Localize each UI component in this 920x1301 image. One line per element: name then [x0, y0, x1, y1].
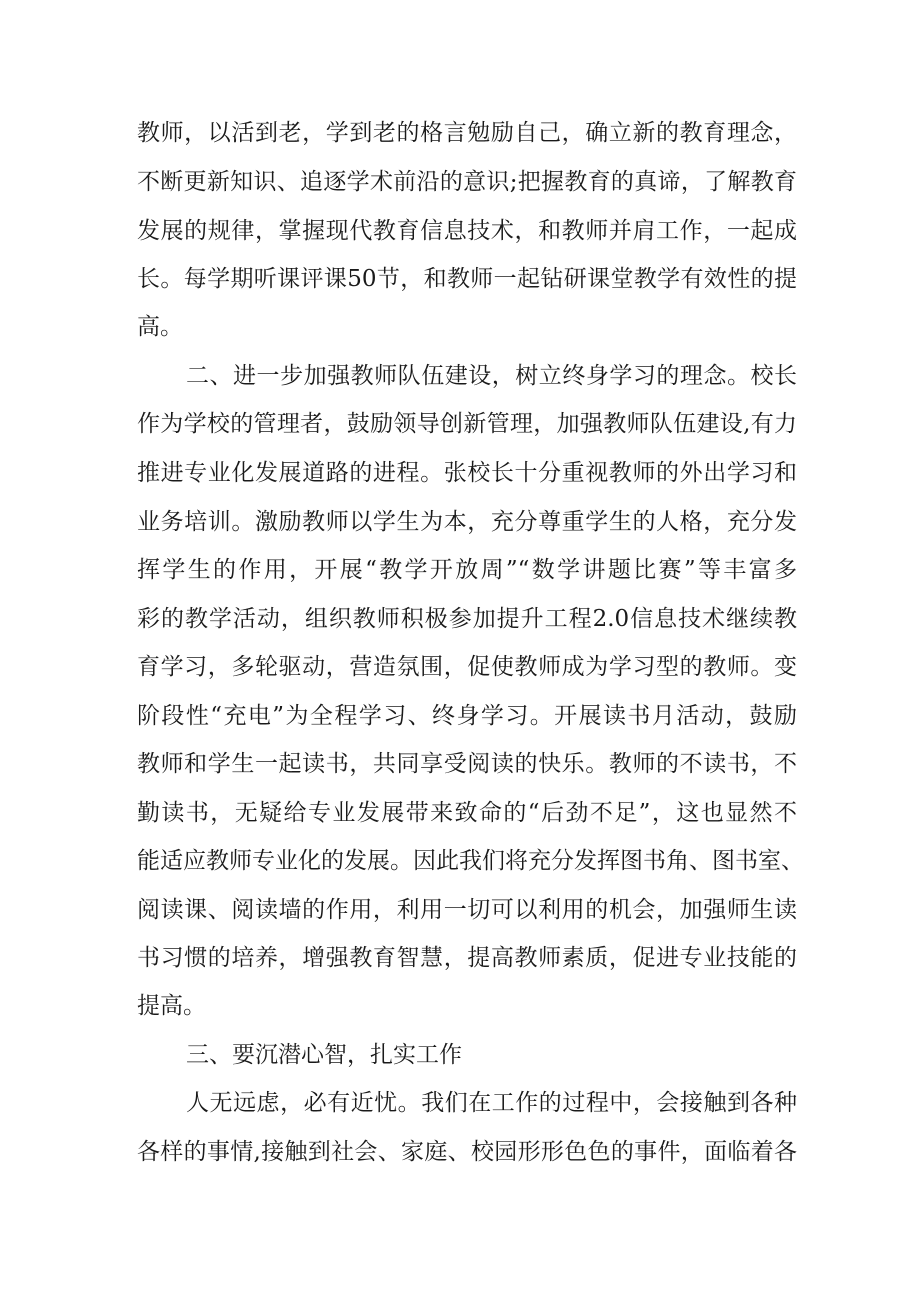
- paragraph-2-line-11: 能适应教师专业化的发展。因此我们将充分发挥图书角、图书室、: [137, 848, 804, 874]
- paragraph-1-line-3: 发展的规律，掌握现代教育信息技术，和教师并肩工作，一起成: [137, 218, 797, 244]
- paragraph-2-line-12: 阅读课、阅读墙的作用，利用一切可以利用的机会，加强师生读: [137, 897, 797, 923]
- paragraph-2-line-1: 二、进一步加强教师队伍建设，树立终身学习的理念。校长: [186, 363, 797, 389]
- paragraph-1-line-5: 高。: [137, 314, 183, 340]
- paragraph-2-line-8: 阶段性“充电”为全程学习、终身学习。开展读书月活动，鼓励: [137, 703, 797, 729]
- paragraph-3-line-2: 各样的事情,接触到社会、家庭、校园形形色色的事件，面临着各: [137, 1139, 797, 1165]
- paragraph-1-line-1: 教师，以活到老，学到老的格言勉励自己，确立新的教育理念，: [137, 120, 797, 146]
- paragraph-2-line-9: 教师和学生一起读书，共同享受阅读的快乐。教师的不读书，不: [137, 751, 797, 777]
- section-heading-3: 三、要沉潜心智，扎实工作: [186, 1042, 462, 1068]
- paragraph-1-line-2: 不断更新知识、追逐学术前沿的意识;把握教育的真谛，了解教育: [137, 169, 797, 195]
- paragraph-2-line-10: 勤读书，无疑给专业发展带来致命的“后劲不足”，这也显然不: [137, 800, 797, 826]
- paragraph-2-line-7: 育学习，多轮驱动，营造氛围，促使教师成为学习型的教师。变: [137, 654, 797, 680]
- paragraph-2-line-3: 推进专业化发展道路的进程。张校长十分重视教师的外出学习和: [137, 460, 797, 486]
- paragraph-1-line-4: 长。每学期听课评课50节，和教师一起钻研课堂教学有效性的提: [137, 266, 797, 292]
- paragraph-2-line-2: 作为学校的管理者，鼓励领导创新管理，加强教师队伍建设,有力: [137, 411, 797, 437]
- paragraph-2-line-6: 彩的教学活动，组织教师积极参加提升工程2.0信息技术继续教: [137, 606, 797, 632]
- paragraph-2-line-4: 业务培训。激励教师以学生为本，充分尊重学生的人格，充分发: [137, 509, 797, 535]
- paragraph-2-line-13: 书习惯的培养，增强教育智慧，提高教师素质，促进专业技能的: [137, 945, 797, 971]
- paragraph-3-line-1: 人无远虑，必有近忧。我们在工作的过程中，会接触到各种: [186, 1090, 797, 1116]
- paragraph-2-line-14: 提高。: [137, 993, 206, 1019]
- paragraph-2-line-5: 挥学生的作用，开展“教学开放周”“数学讲题比赛”等丰富多: [137, 557, 797, 583]
